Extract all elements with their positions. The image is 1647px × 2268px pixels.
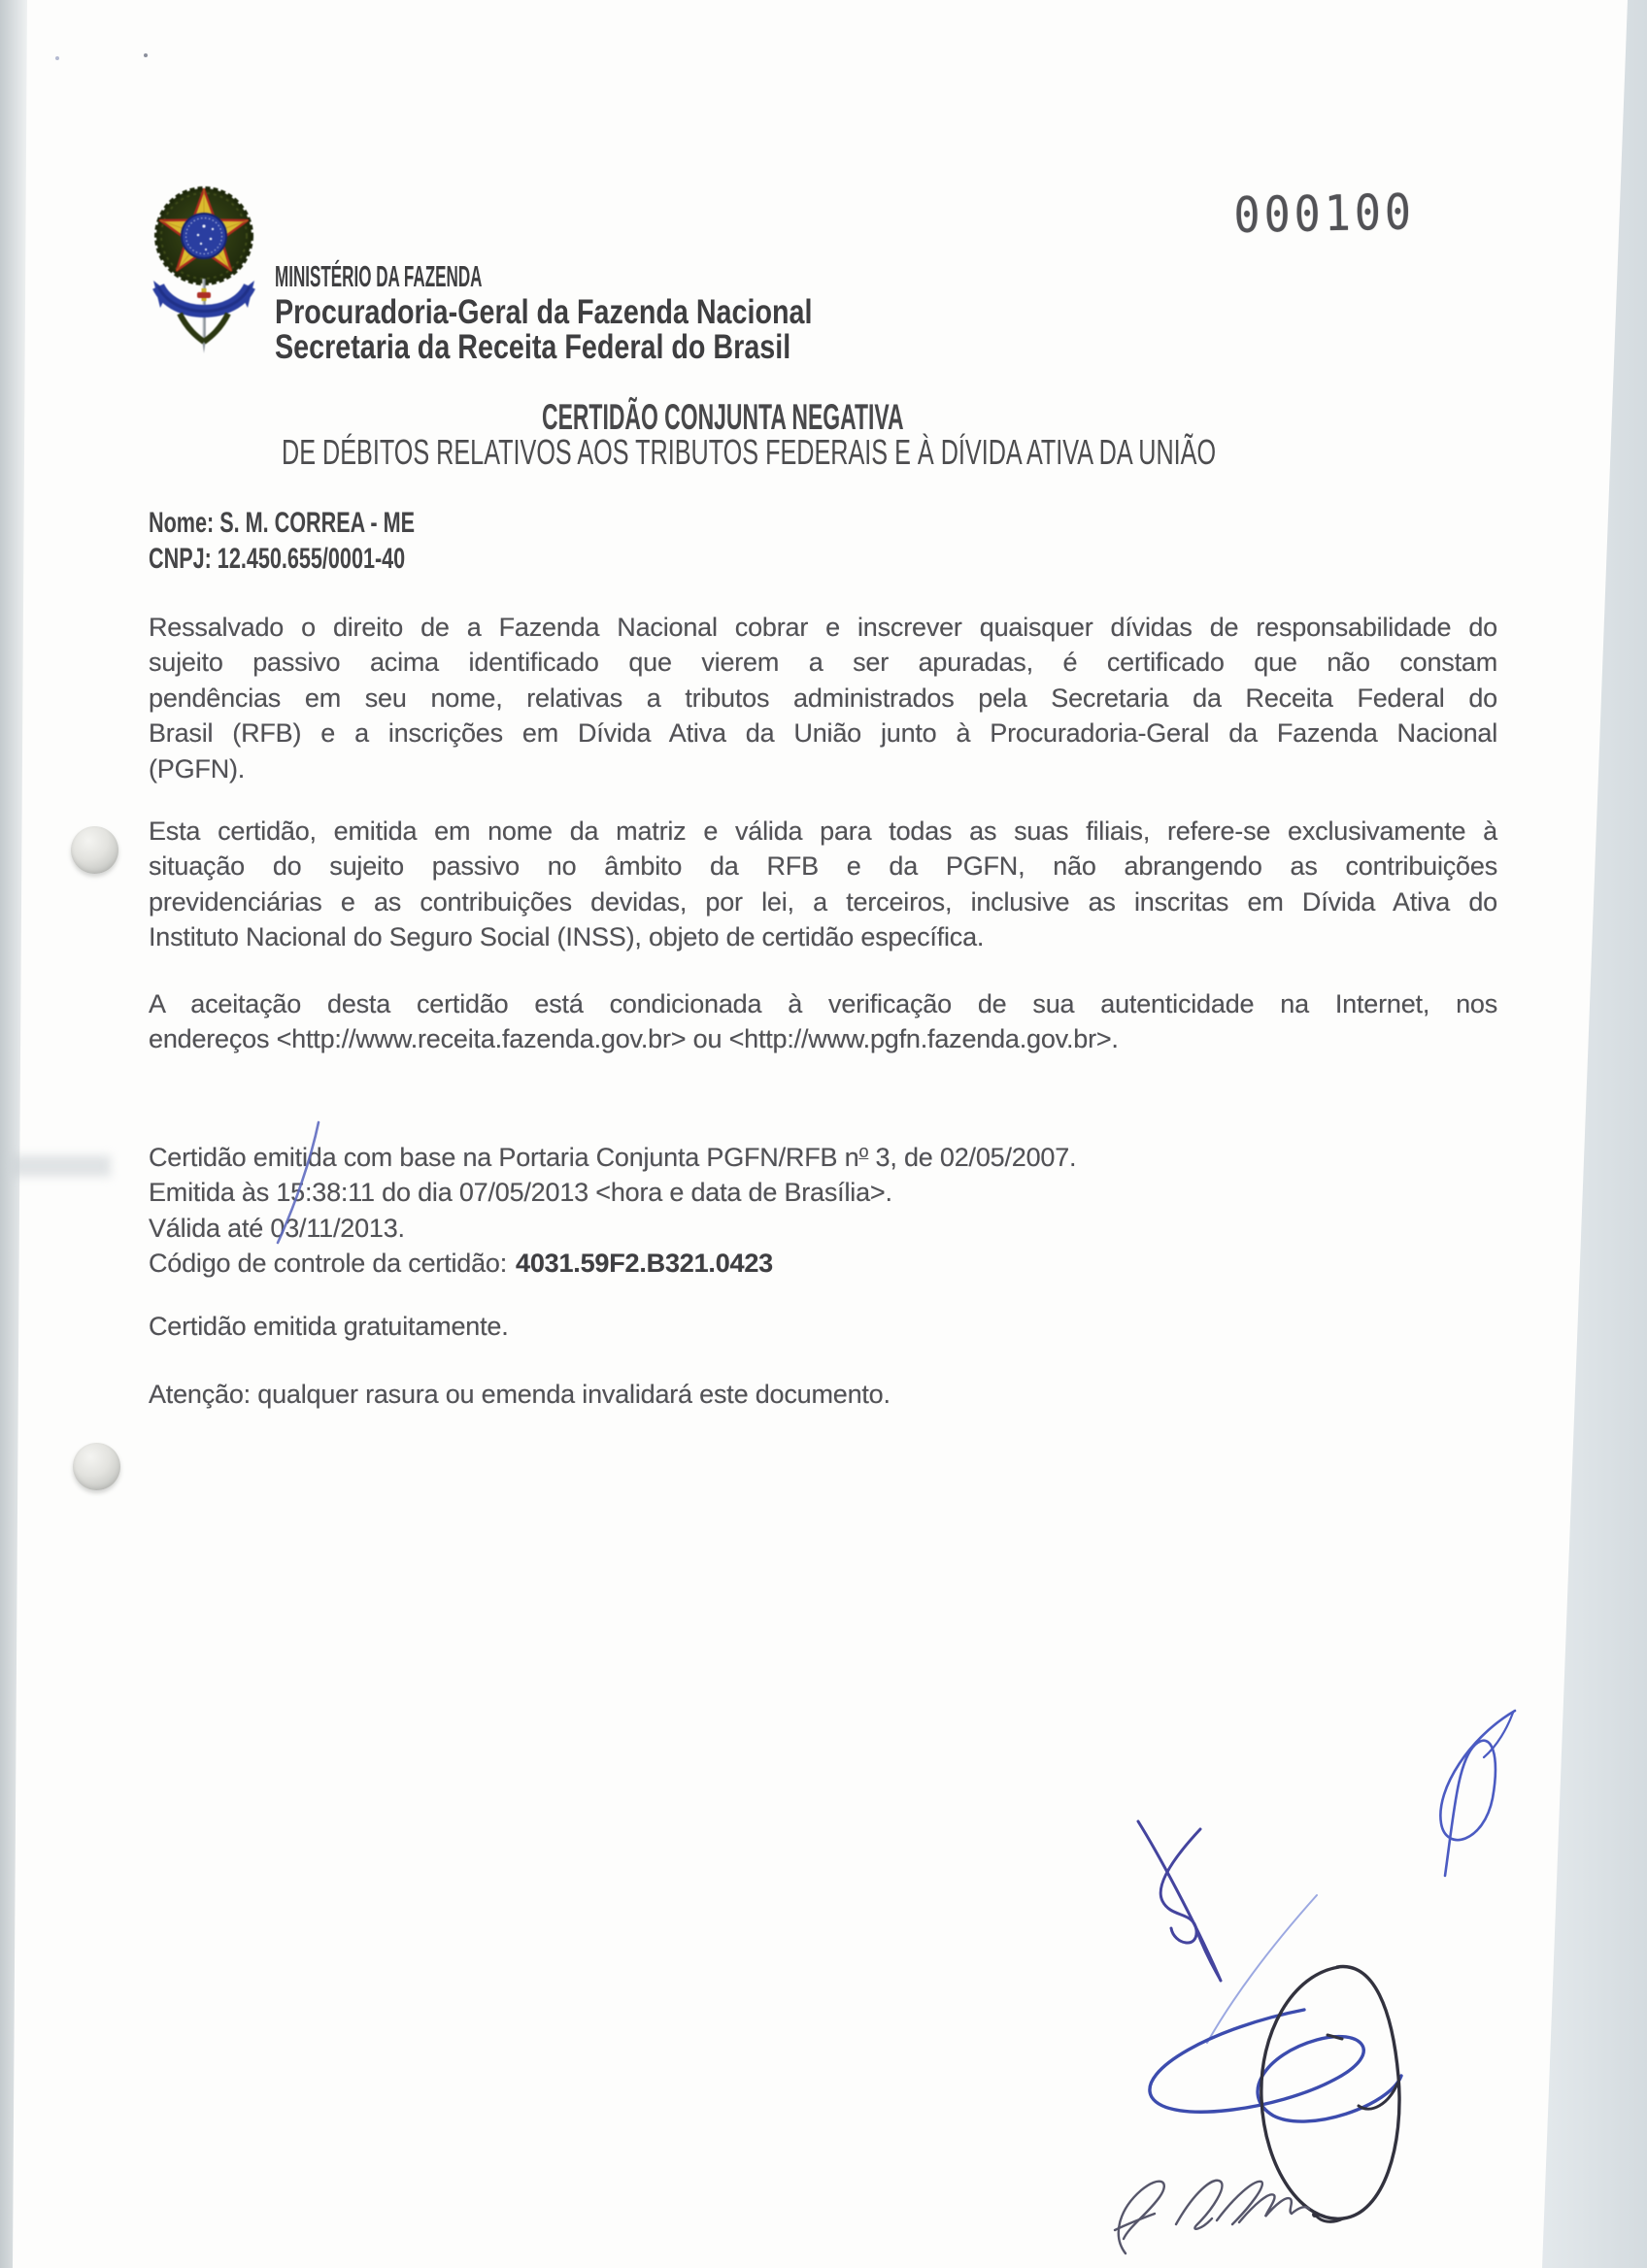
text-line: (PGFN). bbox=[149, 753, 246, 784]
text-line: Esta certidão, emitida em nome da matriz e válida para todas as suas filiais, refere-se exclusivamente à bbox=[149, 817, 1497, 846]
text-line bbox=[149, 1134, 1497, 1175]
org-name-line-3: Secretaria da Receita Federal do Brasil bbox=[275, 328, 791, 366]
text-line: Ressalvado o direito de a Fazenda Nacional cobrar e inscrever quaisquer dívidas de responsabilidade do bbox=[149, 613, 1497, 642]
emission-datetime: Emitida às 15:38:11 do dia 07/05/2013 <hora e data de Brasília>. bbox=[149, 1178, 892, 1208]
emission-basis: Certidão emitida com base na Portaria Conjunta PGFN/RFB n bbox=[149, 1143, 859, 1172]
validity-date: Válida até 03/11/2013. bbox=[149, 1213, 405, 1243]
org-name-line-2: Procuradoria-Geral da Fazenda Nacional bbox=[275, 293, 813, 331]
scan-smudge bbox=[12, 1155, 111, 1177]
scan-edge-left bbox=[0, 0, 29, 2268]
brazil-coat-of-arms-logo bbox=[152, 172, 256, 354]
hole-punch-mark bbox=[71, 826, 118, 874]
scan-speck bbox=[55, 56, 59, 60]
emission-basis-date: 3, de 02/05/2007. bbox=[868, 1143, 1077, 1172]
text-line: situação do sujeito passivo no âmbito da RFB e da PGFN, não abrangendo as contribuições bbox=[149, 851, 1497, 882]
text-line: Instituto Nacional do Seguro Social (INSS), objeto de certidão específica. bbox=[149, 922, 985, 952]
text-line: endereços <http://www.receita.fazenda.gov.br> ou <http://www.pgfn.fazenda.gov.br>. bbox=[149, 1024, 1119, 1054]
hole-punch-mark bbox=[73, 1443, 120, 1490]
text-line: pendências em seu nome, relativas a tributos administrados pela Secretaria da Receita Federal do bbox=[149, 683, 1497, 713]
paragraph-3 bbox=[149, 986, 1497, 1057]
document-title: CERTIDÃO CONJUNTA NEGATIVA bbox=[542, 397, 904, 437]
text-line: previdenciárias e as contribuições devidas, por lei, a terceiros, inclusive as inscritas em Dívida Ativa do bbox=[149, 886, 1497, 917]
text-line: sujeito passivo acima identificado que vierem a ser apuradas, é certificado que não constam bbox=[149, 648, 1497, 678]
paragraph-1 bbox=[149, 610, 1497, 786]
warning-note: Atenção: qualquer rasura ou emenda invalidará este documento. bbox=[149, 1380, 891, 1409]
subject-name: Nome: S. M. CORREA - ME bbox=[149, 507, 416, 539]
control-code-label: Código de controle da certidão: bbox=[149, 1249, 508, 1279]
page-number-stamp: 000100 bbox=[1233, 183, 1416, 245]
scan-edge-right bbox=[1525, 0, 1647, 2268]
scan-speck bbox=[144, 53, 148, 57]
text-line: A aceitação desta certidão está condicionada à verificação de sua autenticidade na Internet, nos bbox=[149, 989, 1497, 1018]
free-of-charge-note: Certidão emitida gratuitamente. bbox=[149, 1312, 509, 1341]
text-line: Brasil (RFB) e a inscrições em Dívida Ativa da União junto à Procuradoria-Geral da Fazenda Nacional bbox=[149, 718, 1497, 749]
subject-cnpj: CNPJ: 12.450.655/0001-40 bbox=[149, 543, 406, 575]
ordinal-superscript: o bbox=[858, 1142, 869, 1161]
paragraph-2 bbox=[149, 814, 1497, 955]
org-name-line-1: MINISTÉRIO DA FAZENDA bbox=[275, 259, 483, 293]
text-line bbox=[149, 1246, 1497, 1281]
document-subtitle: DE DÉBITOS RELATIVOS AOS TRIBUTOS FEDERAIS E À DÍVIDA ATIVA DA UNIÃO bbox=[282, 432, 1217, 472]
control-code: 4031.59F2.B321.0423 bbox=[516, 1249, 773, 1279]
emission-details bbox=[149, 1134, 1497, 1282]
